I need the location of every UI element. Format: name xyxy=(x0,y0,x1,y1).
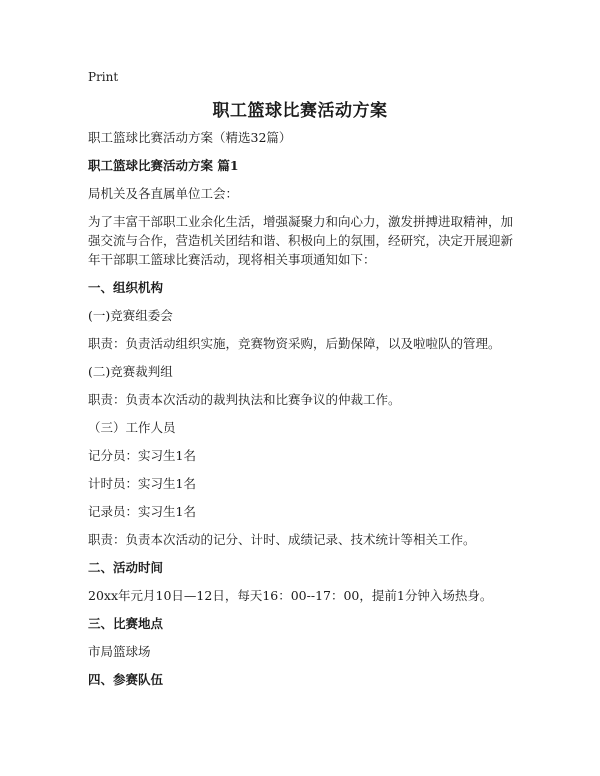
part1-heading: 一、组织机构 xyxy=(88,280,164,295)
part3-heading: 三、比赛地点 xyxy=(88,616,164,631)
org1-title: (一)竞赛组委会 xyxy=(88,308,173,323)
print-link[interactable]: Print xyxy=(88,70,119,84)
staff-scorer: 记分员：实习生1名 xyxy=(88,448,196,463)
document-subtitle: 职工篮球比赛活动方案（精选32篇） xyxy=(88,130,292,145)
salutation: 局机关及各直属单位工会： xyxy=(88,186,239,201)
document-title: 职工篮球比赛活动方案 xyxy=(212,101,388,121)
org3-title: （三）工作人员 xyxy=(88,420,176,435)
activity-time: 20xx年元月10日—12日，每天16：00--17：00，提前1分钟入场热身。 xyxy=(88,588,493,603)
document-body xyxy=(88,128,518,698)
staff-recorder: 记录员：实习生1名 xyxy=(88,504,196,519)
org2-duty: 职责：负责本次活动的裁判执法和比赛争议的仲裁工作。 xyxy=(88,392,401,407)
part4-heading: 四、参赛队伍 xyxy=(88,672,164,687)
staff-timer: 计时员：实习生1名 xyxy=(88,476,196,491)
org3-duty: 职责：负责本次活动的记分、计时、成绩记录、技术统计等相关工作。 xyxy=(88,532,476,547)
venue: 市局篮球场 xyxy=(88,644,151,659)
org2-title: (二)竞赛裁判组 xyxy=(88,364,173,379)
part2-heading: 二、活动时间 xyxy=(88,560,164,575)
intro-paragraph: 为了丰富干部职工业余化生活，增强凝聚力和向心力，激发拼搏进取精神，加强交流与合作，营造机关团结和谐、积极向上的氛围，经研究，决定开展迎新年干部职工篮球比赛活动，现将相关事项通知如下： xyxy=(88,214,514,267)
section-heading: 职工篮球比赛活动方案 篇1 xyxy=(88,158,239,173)
org1-duty: 职责：负责活动组织实施，竞赛物资采购，后勤保障，以及啦啦队的管理。 xyxy=(88,336,501,351)
